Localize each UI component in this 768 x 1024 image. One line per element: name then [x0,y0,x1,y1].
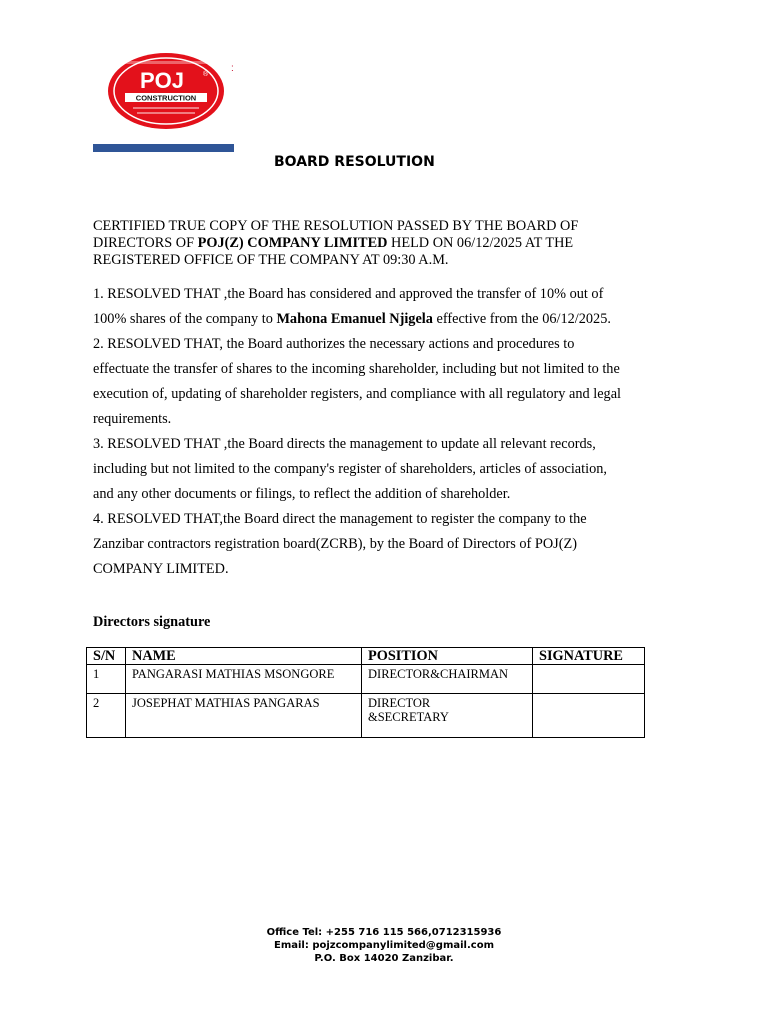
header-name: NAME [126,648,362,665]
cell-position [362,665,533,694]
position-line: DIRECTOR [368,696,431,710]
resolution-2-line: effectuate the transfer of shares to the incoming shareholder, including but not limited to the [93,361,620,377]
position-line: &SECRETARY [368,710,449,724]
resolution-3-line: 3. RESOLVED THAT ,the Board directs the management to update all relevant records, [93,436,596,452]
table-row [87,665,645,694]
resolution-4-line: Zanzibar contractors registration board(ZCRB), by the Board of Directors of POJ(Z) [93,536,577,552]
resolution-2-line: requirements. [93,411,172,427]
logo-sub-text: CONSTRUCTION [135,93,197,103]
logo-side-mark: : [231,63,234,74]
directors-signature-table [86,647,645,738]
resolution-text: effective from the 06/12/2025. [432,311,611,327]
transferee-name: Mahona Emanuel Njigela [276,311,433,327]
header-position: POSITION [362,648,533,665]
position-line: DIRECTOR&CHAIRMAN [368,667,509,681]
cell-sn: 1 [87,665,126,694]
logo-registered-mark: ® [203,71,209,78]
header-blue-rule [93,144,234,152]
resolution-1-line [93,307,693,332]
logo-fine-print-top [121,61,211,64]
cell-name: PANGARASI MATHIAS MSONGORE [126,665,362,694]
resolutions-list [93,282,693,582]
resolution-4-line: 4. RESOLVED THAT,the Board direct the management to register the company to the [93,511,587,527]
logo-brand-text: POJ [139,68,185,93]
resolution-4-line: COMPANY LIMITED. [93,561,229,577]
table-row [87,694,645,738]
cell-signature[interactable] [533,665,645,694]
header-sn: S/N [87,648,126,665]
resolution-2-line: 2. RESOLVED THAT, the Board authorizes the necessary actions and procedures to [93,336,575,352]
logo-fine-print-1 [133,107,199,109]
logo-fine-print-2 [137,112,195,114]
company-name: POJ(Z) COMPANY LIMITED [197,235,388,251]
intro-text: HELD ON 06/12/2025 AT THE [387,235,574,251]
intro-paragraph [93,218,693,269]
footer-po-box: P.O. Box 14020 Zanzibar. [314,953,454,964]
cell-name: JOSEPHAT MATHIAS PANGARAS [126,694,362,738]
cell-sn: 2 [87,694,126,738]
intro-line-1: CERTIFIED TRUE COPY OF THE RESOLUTION PASSED BY THE BOARD OF [93,218,579,234]
table-header-row [87,648,645,665]
footer-email: Email: pojzcompanylimited@gmail.com [274,940,494,951]
intro-text: DIRECTORS OF [93,235,198,251]
signature-section-title: Directors signature [93,614,211,630]
document-title: BOARD RESOLUTION [274,154,435,170]
cell-signature[interactable] [533,694,645,738]
cell-position [362,694,533,738]
intro-line-2 [93,235,693,252]
intro-line-3: REGISTERED OFFICE OF THE COMPANY AT 09:30 A.M. [93,252,449,268]
resolution-text: 100% shares of the company to [93,311,277,327]
header-signature: SIGNATURE [533,648,645,665]
resolution-1-line: 1. RESOLVED THAT ,the Board has considered and approved the transfer of 10% out of [93,286,604,302]
resolution-2-line: execution of, updating of shareholder registers, and compliance with all regulatory and legal [93,386,622,402]
footer-office-tel: Office Tel: +255 716 115 566,0712315936 [266,927,502,938]
company-logo [107,52,225,130]
page-footer [0,926,768,965]
resolution-3-line: including but not limited to the company's register of shareholders, articles of association, [93,461,607,477]
resolution-3-line: and any other documents or filings, to reflect the addition of shareholder. [93,486,511,502]
